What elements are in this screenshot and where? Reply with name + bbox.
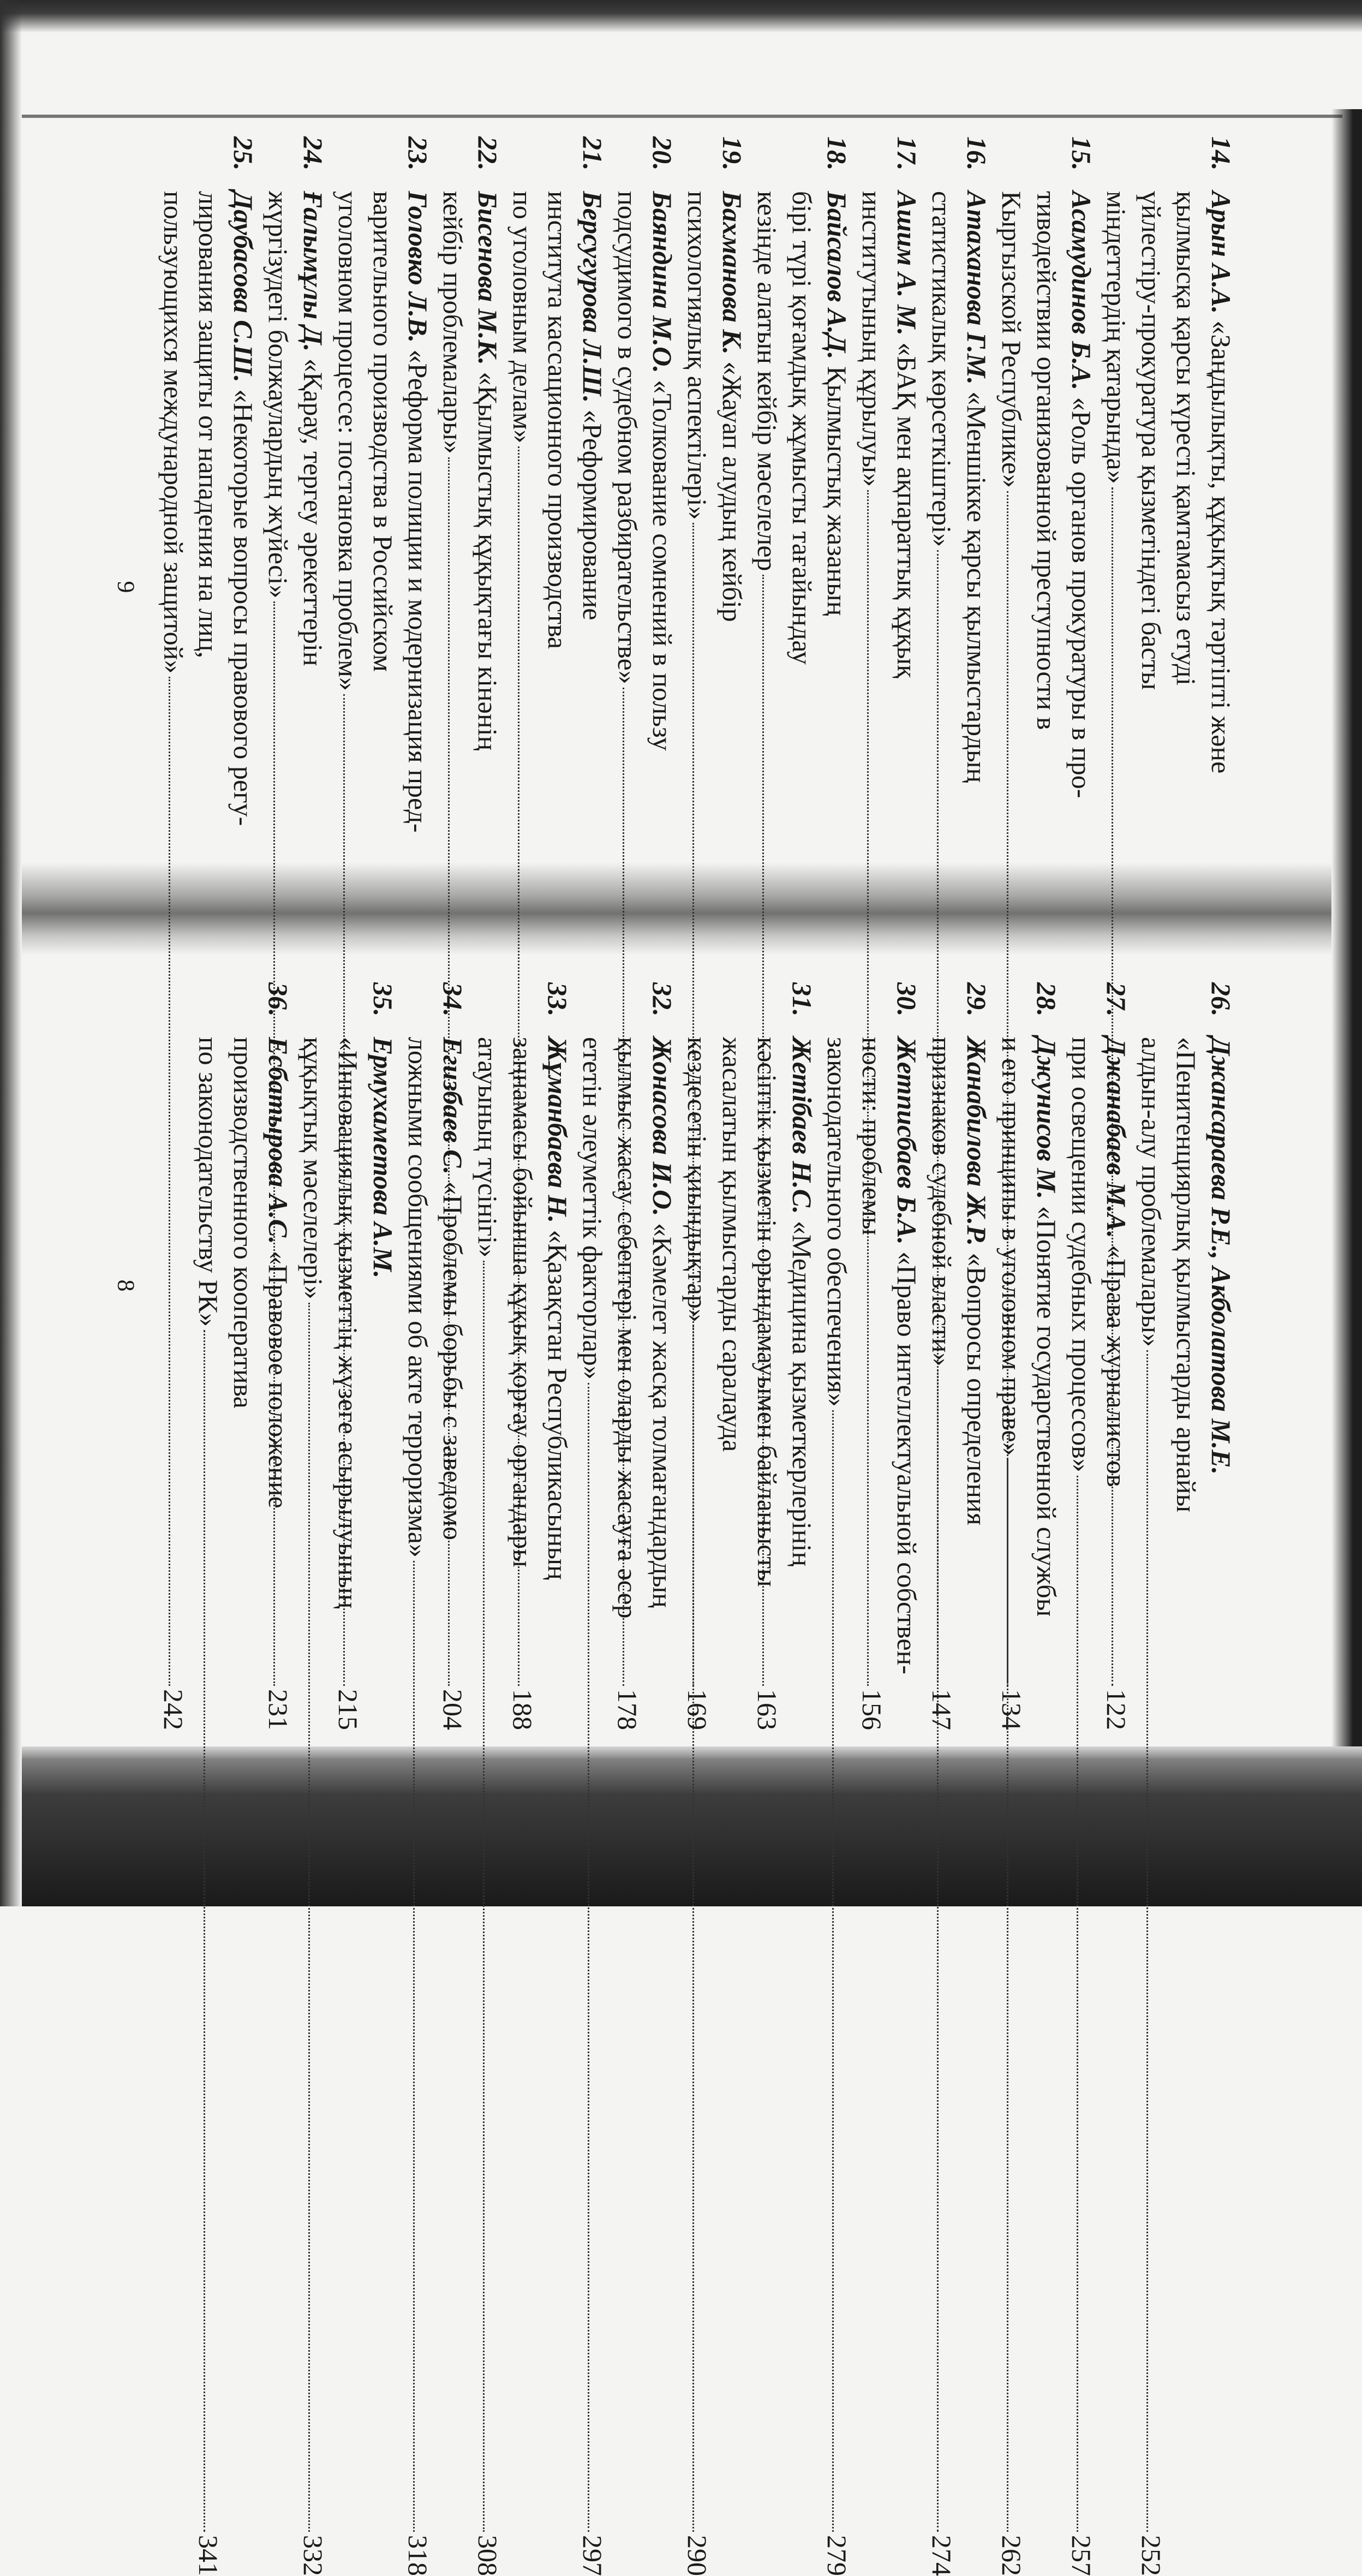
toc-entry-first-line xyxy=(540,982,575,2576)
toc-entry-page-number: 274 xyxy=(927,2535,957,2576)
toc-entry-author: Байсалов А.Д. xyxy=(822,191,852,360)
toc-entry-first-line xyxy=(261,982,296,2576)
toc-entry-title-line: жасалатын қылмыстарды саралауда xyxy=(717,1037,748,1452)
toc-entry-number: 32. xyxy=(647,982,678,1017)
toc-entry-number: 16. xyxy=(961,136,992,171)
toc-entry-title-line: лирования защиты от нападения на лиц, xyxy=(193,191,224,659)
scan-edge-right xyxy=(1331,109,1362,1746)
toc-entry-page-number: 341 xyxy=(193,2535,224,2576)
toc-entry-page-number: 279 xyxy=(822,2535,852,2576)
toc-entry-title-end: атауының түсінігі» xyxy=(473,1037,503,1258)
toc-entry-author: Головко Л.В. xyxy=(403,191,433,343)
toc-entry-title-line: варительного производства в Российском xyxy=(368,191,398,672)
toc-entry-first-line xyxy=(1204,982,1239,2576)
toc-entry-number: 22. xyxy=(473,136,503,171)
toc-entry-title-line: қылмысқа қарсы күресті қамтамасыз етуді xyxy=(1171,191,1202,686)
toc-entry-title-start: «Правовое положение xyxy=(263,1244,294,1508)
toc-entry-title-line: института кассационного производства xyxy=(542,191,573,649)
toc-entry-author: Берсугурова Л.Ш. xyxy=(577,191,608,403)
toc-entry-number: 33. xyxy=(542,982,573,1017)
toc-entry-author: Егизбаев С. xyxy=(438,1037,468,1174)
dot-leader xyxy=(483,1261,485,2532)
toc-entry-title-start: «Қазақстан Республикасының xyxy=(542,1223,573,1580)
toc-entry xyxy=(191,982,296,2576)
toc-entry-last-line xyxy=(156,136,191,1730)
toc-entry-author: Ғалымұлы Д. xyxy=(298,191,328,352)
toc-entry-page-number: 257 xyxy=(1066,2535,1097,2576)
toc-entry-title-start: «Право интеллектуальной собствен- xyxy=(892,1244,922,1674)
toc-entry-page-number: 290 xyxy=(682,2535,713,2576)
toc-entry-last-line xyxy=(470,982,505,2576)
toc-entry-title-line: тиводействии организованной преступности в xyxy=(1031,191,1062,730)
toc-entry-title-end: психологиялық аспектілері» xyxy=(682,191,713,520)
toc-entry-author: Бисенова М.К. xyxy=(473,191,503,365)
toc-entry-author: Жетібаев Н.С. xyxy=(787,1037,817,1214)
dot-leader xyxy=(832,1410,834,2532)
toc-entry-author: Есбатырова А.С. xyxy=(263,1037,294,1244)
toc-entry-title-end: алдын-алу проблемалары» xyxy=(1136,1037,1167,1347)
toc-entry-title-end: ложными сообщениями об акте терроризма» xyxy=(403,1037,433,1558)
toc-entry-author: Арын А.А. xyxy=(1206,191,1236,314)
toc-entry-author: Джансараева Р.Е., Акболатова М.Е. xyxy=(1206,1037,1236,1475)
toc-entry-number: 27. xyxy=(1101,982,1132,1017)
toc-entry-author: Жұманбаева Н. xyxy=(542,1037,573,1223)
toc-entry-title-line: «Пенитенциярлық қылмыстарды арнайы xyxy=(1171,1037,1202,1513)
toc-entry-number: 24. xyxy=(298,136,328,171)
toc-entry-title-line: заңнамасы бойынша құқық қорғау органдары xyxy=(507,1037,538,1567)
toc-entry-author: Ашим А. М. xyxy=(892,191,922,336)
toc-entry-first-line xyxy=(366,982,401,2576)
toc-entry-last-line xyxy=(401,982,435,2576)
toc-entry-title-start: «Қарау, тергеу әрекеттерін xyxy=(298,351,328,666)
toc-entry-title-start: «Понятие государственной службы xyxy=(1031,1199,1062,1617)
toc-entry-title-end: по законодательству РК» xyxy=(193,1037,224,1327)
toc-entry-last-line xyxy=(575,982,610,2576)
dot-leader xyxy=(937,1369,939,2532)
toc-entry-number: 23. xyxy=(403,136,433,171)
toc-entry-page-number: 188 xyxy=(507,1689,538,1730)
toc-entry-number: 26. xyxy=(1206,982,1236,1017)
toc-entry-last-line xyxy=(820,982,855,2576)
toc-entry-title-start: «Вопросы определения xyxy=(961,1246,992,1525)
toc-entry-title-end: кезінде алатын кейбір мәселелер xyxy=(752,191,782,571)
toc-entry-title-line: қылмыс жасау себептері мен оларды жасауға әсер xyxy=(612,1037,643,1619)
toc-entry-title-start: «Некоторые вопросы правового регу- xyxy=(228,382,259,826)
toc-entry-title-end: пользующихся международной защитой» xyxy=(158,191,189,674)
toc-entry-page-number: 215 xyxy=(333,1689,363,1730)
toc-entry-title-end: при освещении судебных процессов» xyxy=(1066,1037,1097,1472)
toc-entry-author: Жетписбаев Б.А. xyxy=(892,1037,922,1245)
toc-entry-title-end: Кыргызской Республике» xyxy=(996,191,1027,488)
toc-entry-title-line: бірі түрі қоғамдық жұмысты тағайындау xyxy=(787,191,817,665)
toc-entry-page-number: 231 xyxy=(263,1689,294,1730)
dot-leader xyxy=(169,677,170,1686)
toc-entry-first-line xyxy=(889,982,924,2576)
toc-entry-page-number: 169 xyxy=(682,1689,713,1730)
toc-entry-number: 19. xyxy=(717,136,748,171)
toc-entry-title-line: үйлестіру-прокуратура қызметіндегі басты xyxy=(1136,191,1167,690)
toc-entry-number: 35. xyxy=(368,982,398,1017)
toc-entry-title-start: «Заңдылықты, құқықтық тәртіпті және xyxy=(1206,314,1236,774)
toc-entry-last-line xyxy=(296,982,331,2576)
dot-leader xyxy=(692,1326,694,2532)
toc-entry xyxy=(296,982,401,2576)
toc-entry-number: 14. xyxy=(1206,136,1236,171)
scan-edge-top xyxy=(0,0,1362,33)
toc-entry-page-number: 297 xyxy=(577,2535,608,2576)
toc-entry-page-number: 163 xyxy=(752,1689,782,1730)
toc-entry-title-start: «Права журналистов xyxy=(1101,1238,1132,1487)
toc-entry-page-number: 332 xyxy=(298,2535,328,2576)
toc-entry-title-end: ететін әлеуметтік факторлар» xyxy=(577,1037,608,1380)
toc-entry-author: Джанабаев М.А. xyxy=(1101,1037,1132,1238)
toc-entry-last-line xyxy=(680,982,715,2576)
dot-leader xyxy=(1146,1350,1148,2532)
toc-entry xyxy=(680,982,820,2576)
toc-entry-page-number: 122 xyxy=(1101,1689,1132,1730)
toc-entry-first-line xyxy=(959,982,994,2576)
toc-entry-author: Бахманова К. xyxy=(717,191,748,355)
page-number-right: 9 xyxy=(112,581,140,593)
toc-entry-title-line: ности: проблемы xyxy=(857,1037,887,1236)
toc-entry-first-line xyxy=(785,982,820,2576)
toc-entry-number: 31. xyxy=(787,982,817,1017)
toc-entry-title-line: производственного кооператива xyxy=(228,1037,259,1409)
toc-entry xyxy=(994,982,1064,2576)
toc-entry-title-start: «Медицина қызметкерлерінің xyxy=(787,1214,817,1567)
toc-entry-page-number: 318 xyxy=(403,2535,433,2576)
dot-leader xyxy=(204,1330,205,2532)
toc-entry-author: Жанабилова Ж.Р. xyxy=(961,1037,992,1247)
toc-entry-number: 34. xyxy=(438,982,468,1017)
toc-entry-number: 29. xyxy=(961,982,992,1017)
toc-entry-number: 28. xyxy=(1031,982,1062,1017)
toc-entry-first-line xyxy=(645,982,680,2576)
toc-entry-page-number: 262 xyxy=(996,2535,1027,2576)
toc-entry-title-end: құқықтық мәселелері» xyxy=(298,1037,328,1299)
toc-entry-page-number: 134 xyxy=(996,1689,1027,1730)
toc-entry-title-end: и его принципы в уголовном праве» xyxy=(996,1037,1027,1456)
toc-entry xyxy=(575,982,680,2576)
toc-entry-page-number: 147 xyxy=(927,1689,957,1730)
toc-entry-title-end: законодательного обеспечения» xyxy=(822,1037,852,1407)
toc-entry-title-start: «БАҚ мен ақпараттық құқық xyxy=(892,335,922,678)
toc-entry-number: 36. xyxy=(263,982,294,1017)
toc-entry-last-line xyxy=(191,982,226,2576)
dot-leader xyxy=(1077,1476,1078,2532)
toc-entry-title-line: «Инновациялық қызметтің жүзеге асырылуының xyxy=(333,1037,363,1609)
toc-entry-page-number: 204 xyxy=(438,1689,468,1730)
toc-entry-title-line: кәсіптік қызметін орындамауымен байланысты xyxy=(752,1037,782,1587)
toc-entry-title-start: «Проблемы борьбы с заведомо xyxy=(438,1174,468,1541)
toc-entry xyxy=(401,982,470,2576)
toc-entry-title-start: Қылмыстық жазаның xyxy=(822,359,852,616)
toc-entry-title-start: «Меншікке қарсы қылмыстардың xyxy=(961,384,992,783)
toc-entry-title-end: уголовном процессе: постановка проблем» xyxy=(333,191,363,691)
dot-leader xyxy=(413,1561,415,2532)
toc-entry-title-end: подсудимого в судебном разбирательстве» xyxy=(612,191,643,684)
toc-entry-number: 18. xyxy=(822,136,852,171)
toc-entry xyxy=(470,982,575,2576)
dot-leader xyxy=(1007,1459,1008,2532)
toc-entry-number: 21. xyxy=(577,136,608,171)
toc-entry-author: Асамудинов Б.А. xyxy=(1066,191,1097,391)
toc-entry xyxy=(924,982,994,2576)
toc-entry xyxy=(1134,982,1239,2576)
toc-entry-number: 25. xyxy=(228,136,259,171)
toc-entry-number: 15. xyxy=(1066,136,1097,171)
toc-entry-first-line xyxy=(435,982,470,2576)
toc-entry-title-end: кездесетін қиындықтар» xyxy=(682,1037,713,1322)
page-top-rule xyxy=(22,115,1342,118)
toc-entry-page-number: 178 xyxy=(612,1689,643,1730)
toc-entry xyxy=(820,982,924,2576)
toc-entry-title-start: «Реформа полиции и модернизация пред- xyxy=(403,342,433,833)
toc-entry-title-start: «Реформирование xyxy=(577,403,608,621)
dot-leader xyxy=(308,1303,310,2532)
toc-entry-first-line xyxy=(1099,982,1134,2576)
toc-entry-title-end: кейбір проблемалары» xyxy=(438,191,468,454)
toc-entry-number: 17. xyxy=(892,136,922,171)
toc-entry-title-start: «Толкование сомнений в пользу xyxy=(647,373,678,751)
toc-entry-title-start: «Қылмыстық құқықтағы кінәнің xyxy=(473,365,503,751)
toc-entry-last-line xyxy=(924,982,959,2576)
toc-entry-title-end: статистикалық көрсеткіштері» xyxy=(927,191,957,547)
toc-entry-page-number: 308 xyxy=(473,2535,503,2576)
toc-entry-title-end: признаков судебной власти» xyxy=(927,1037,957,1367)
toc-entry-title-end: жүргізудегі болжаулардың жүйесі» xyxy=(263,191,294,599)
toc-entry-author: Жонасова И.О. xyxy=(647,1037,678,1217)
toc-entry-last-line xyxy=(1064,982,1099,2576)
toc-entry-author: Баяндина М.О. xyxy=(647,191,678,373)
toc-entry-title-start: «Роль органов прокуратуры в про- xyxy=(1066,390,1097,798)
page-number-left: 8 xyxy=(112,1279,140,1292)
toc-entry-title-start: «Кәмелет жасқа толмағандардың xyxy=(647,1216,678,1608)
toc-entry-title-end: институтының құрылуы» xyxy=(857,191,887,487)
toc-entry-title-start: «Жауап алудың кейбір xyxy=(717,354,748,622)
scan-edge-left xyxy=(0,0,22,1906)
toc-entry-page-number: 252 xyxy=(1136,2535,1167,2576)
toc-entry-title-end: по уголовным делам» xyxy=(507,191,538,444)
toc-entry-title-end: міндеттердің қатарында» xyxy=(1101,191,1132,484)
toc-entry-author: Атаханова Г.М. xyxy=(961,191,992,385)
toc-entry-page-number: 242 xyxy=(158,1689,189,1730)
toc-entry-author: Ермухаметова А.М. xyxy=(368,1037,398,1279)
toc-entry xyxy=(1064,982,1134,2576)
toc-entry-number: 30. xyxy=(892,982,922,1017)
toc-entry-first-line xyxy=(1029,982,1064,2576)
toc-entry-author: Даубасова С.Ш. xyxy=(228,191,259,383)
toc-entry-number: 20. xyxy=(647,136,678,171)
toc-entry-last-line xyxy=(994,982,1029,2576)
toc-entry-last-line xyxy=(1134,982,1169,2576)
toc-entry-page-number: 156 xyxy=(857,1689,887,1730)
toc-entry-author: Джунисов М. xyxy=(1031,1037,1062,1200)
dot-leader xyxy=(588,1383,589,2532)
